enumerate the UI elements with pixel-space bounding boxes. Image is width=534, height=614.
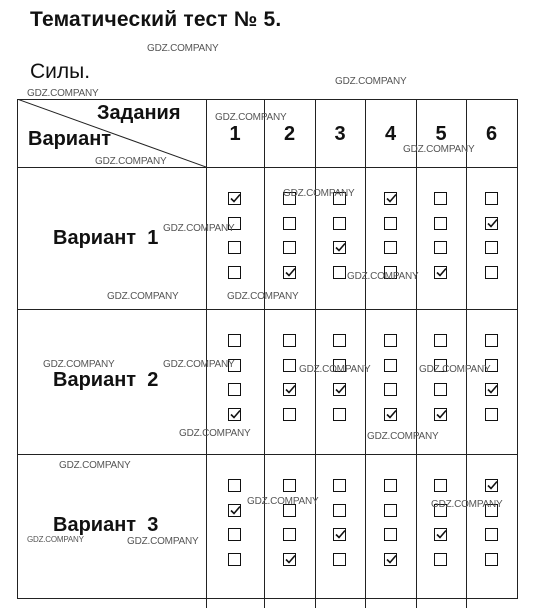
checkbox-checked[interactable]	[333, 383, 346, 396]
check-mark-icon	[435, 266, 448, 279]
checkbox-unchecked[interactable]	[384, 479, 397, 492]
checkbox-unchecked[interactable]	[434, 383, 447, 396]
task-number-2: 2	[283, 123, 296, 145]
variant-label-1: Вариант 1	[53, 227, 159, 249]
page-title: Тематический тест № 5.	[30, 8, 282, 31]
checkbox-checked[interactable]	[283, 266, 296, 279]
table-vline	[206, 99, 207, 608]
watermark-text: GDZ.COMPANY	[127, 536, 199, 547]
checkbox-checked[interactable]	[228, 192, 241, 205]
check-mark-icon	[486, 217, 499, 230]
checkbox-checked[interactable]	[228, 504, 241, 517]
checkbox-unchecked[interactable]	[283, 241, 296, 254]
checkbox-unchecked[interactable]	[384, 504, 397, 517]
check-mark-icon	[435, 528, 448, 541]
table-hline	[17, 598, 518, 599]
table-vline	[365, 99, 366, 608]
watermark-text: GDZ.COMPANY	[367, 431, 439, 442]
check-mark-icon	[334, 528, 347, 541]
checkbox-unchecked[interactable]	[485, 266, 498, 279]
table-vline	[17, 99, 18, 598]
check-mark-icon	[284, 383, 297, 396]
checkbox-unchecked[interactable]	[333, 217, 346, 230]
watermark-text: GDZ.COMPANY	[299, 364, 371, 375]
table-vline	[264, 99, 265, 608]
check-mark-icon	[385, 553, 398, 566]
checkbox-unchecked[interactable]	[283, 334, 296, 347]
checkbox-unchecked[interactable]	[228, 266, 241, 279]
task-number-5: 5	[435, 123, 447, 145]
checkbox-unchecked[interactable]	[485, 553, 498, 566]
checkbox-unchecked[interactable]	[333, 553, 346, 566]
checkbox-unchecked[interactable]	[434, 334, 447, 347]
header-variant-label: Вариант	[28, 128, 112, 150]
watermark-text: GDZ.COMPANY	[347, 271, 419, 282]
checkbox-unchecked[interactable]	[283, 479, 296, 492]
table-vline	[416, 99, 417, 608]
header-tasks-label: Задания	[97, 102, 181, 124]
watermark-text: GDZ.COMPANY	[95, 156, 167, 167]
watermark-text: GDZ.COMPANY	[27, 88, 99, 99]
checkbox-unchecked[interactable]	[384, 359, 397, 372]
check-mark-icon	[385, 192, 398, 205]
checkbox-checked[interactable]	[384, 408, 397, 421]
watermark-text: GDZ.COMPANY	[179, 428, 251, 439]
checkbox-unchecked[interactable]	[333, 334, 346, 347]
watermark-text: GDZ.COMPANY	[247, 496, 319, 507]
checkbox-unchecked[interactable]	[333, 266, 346, 279]
checkbox-checked[interactable]	[485, 383, 498, 396]
watermark-text: GDZ.COMPANY	[107, 291, 179, 302]
checkbox-unchecked[interactable]	[384, 528, 397, 541]
check-mark-icon	[284, 266, 297, 279]
table-vline	[315, 99, 316, 608]
watermark-text: GDZ.COMPANY	[163, 223, 235, 234]
checkbox-unchecked[interactable]	[228, 334, 241, 347]
checkbox-checked[interactable]	[434, 528, 447, 541]
checkbox-checked[interactable]	[384, 553, 397, 566]
checkbox-unchecked[interactable]	[434, 241, 447, 254]
check-mark-icon	[284, 553, 297, 566]
checkbox-checked[interactable]	[283, 383, 296, 396]
check-mark-icon	[486, 383, 499, 396]
checkbox-checked[interactable]	[434, 408, 447, 421]
checkbox-unchecked[interactable]	[384, 241, 397, 254]
checkbox-unchecked[interactable]	[228, 383, 241, 396]
check-mark-icon	[229, 408, 242, 421]
checkbox-checked[interactable]	[434, 266, 447, 279]
checkbox-unchecked[interactable]	[228, 479, 241, 492]
checkbox-unchecked[interactable]	[434, 479, 447, 492]
watermark-text: GDZ.COMPANY	[27, 535, 84, 544]
checkbox-unchecked[interactable]	[485, 528, 498, 541]
checkbox-unchecked[interactable]	[283, 528, 296, 541]
table-hline	[17, 309, 518, 310]
watermark-text: GDZ.COMPANY	[215, 112, 287, 123]
checkbox-checked[interactable]	[228, 408, 241, 421]
variant-label-3: Вариант 3	[53, 514, 159, 536]
watermark-text: GDZ.COMPANY	[147, 43, 219, 54]
table-vline	[466, 99, 467, 608]
check-mark-icon	[229, 192, 242, 205]
checkbox-unchecked[interactable]	[434, 217, 447, 230]
checkbox-unchecked[interactable]	[283, 217, 296, 230]
check-mark-icon	[334, 383, 347, 396]
checkbox-checked[interactable]	[333, 241, 346, 254]
checkbox-checked[interactable]	[485, 479, 498, 492]
watermark-text: GDZ.COMPANY	[227, 291, 299, 302]
checkbox-unchecked[interactable]	[434, 553, 447, 566]
checkbox-unchecked[interactable]	[228, 553, 241, 566]
checkbox-unchecked[interactable]	[485, 334, 498, 347]
checkbox-unchecked[interactable]	[283, 408, 296, 421]
task-number-6: 6	[485, 123, 498, 145]
checkbox-unchecked[interactable]	[485, 241, 498, 254]
checkbox-unchecked[interactable]	[384, 383, 397, 396]
check-mark-icon	[435, 408, 448, 421]
watermark-text: GDZ.COMPANY	[403, 144, 475, 155]
task-number-1: 1	[229, 123, 241, 145]
check-mark-icon	[385, 408, 398, 421]
checkbox-checked[interactable]	[485, 217, 498, 230]
checkbox-unchecked[interactable]	[485, 408, 498, 421]
watermark-text: GDZ.COMPANY	[59, 460, 131, 471]
watermark-text: GDZ.COMPANY	[163, 359, 235, 370]
table-hline	[17, 167, 518, 168]
task-number-3: 3	[334, 123, 346, 145]
answer-table	[17, 99, 518, 609]
watermark-text: GDZ.COMPANY	[419, 364, 491, 375]
watermark-text: GDZ.COMPANY	[335, 76, 407, 87]
checkbox-unchecked[interactable]	[333, 504, 346, 517]
checkbox-unchecked[interactable]	[333, 408, 346, 421]
checkbox-unchecked[interactable]	[228, 528, 241, 541]
watermark-text: GDZ.COMPANY	[283, 188, 355, 199]
watermark-text: GDZ.COMPANY	[43, 359, 115, 370]
table-vline	[517, 99, 518, 598]
checkbox-checked[interactable]	[333, 528, 346, 541]
checkbox-unchecked[interactable]	[384, 217, 397, 230]
checkbox-checked[interactable]	[283, 553, 296, 566]
variant-label-2: Вариант 2	[53, 369, 159, 391]
watermark-text: GDZ.COMPANY	[431, 499, 503, 510]
checkbox-unchecked[interactable]	[434, 192, 447, 205]
checkbox-unchecked[interactable]	[283, 359, 296, 372]
check-mark-icon	[229, 504, 242, 517]
checkbox-unchecked[interactable]	[228, 241, 241, 254]
task-number-4: 4	[384, 123, 397, 145]
table-hline	[17, 454, 518, 455]
check-mark-icon	[486, 479, 499, 492]
checkbox-checked[interactable]	[384, 192, 397, 205]
checkbox-unchecked[interactable]	[384, 334, 397, 347]
checkbox-unchecked[interactable]	[333, 479, 346, 492]
page-subtitle: Силы.	[30, 60, 91, 83]
checkbox-unchecked[interactable]	[485, 192, 498, 205]
check-mark-icon	[334, 241, 347, 254]
